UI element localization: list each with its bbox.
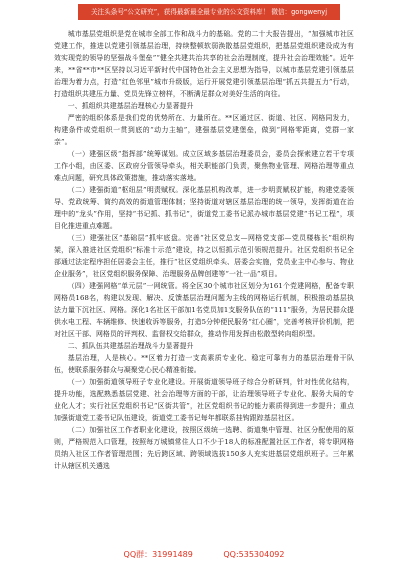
qq-group-text: QQ群：31991489 xyxy=(123,550,193,559)
contact-footer xyxy=(0,548,408,562)
body-paragraph: 严密的组织体系是我们党的优势所在、力量所在。**区通过区、街道、社区、网格同发力，构建条件或党组织一贯到底的“动力主轴”，建强基层党建堡垒，做到“网格零距离，党群一家亲”。 xyxy=(54,114,354,146)
body-paragraph: （一）建强区级“指挥部”统筹谋划。成立区域多基层治理委员会，委员会探索建立若干专项工作小组，由区委、区政府分管领导牵头，相关职能部门负责，聚焦物业管理、网格治理等重点难点问题，研究具体政策措施，推动落实落地。 xyxy=(54,150,354,182)
section-heading: 一、抓组织共建基层治理核心力显著提升 xyxy=(67,102,194,110)
document-body xyxy=(54,28,354,472)
promo-banner: 关注头条号“公文研究”，获得最新最全最专业的公文资料库！ 微信：gongwenyj xyxy=(78,4,340,20)
body-paragraph: （二）建强街道“枢纽层”明责赋权。深化基层机构改革，进一步明责赋权扩能，构建党委领导、党政统筹、简约高效的街道管理体制；坚持街道对辖区基层治理的统一领导，发挥街道在治理中的“龙头”作用，坚持“书记抓、抓书记”，街道党工委书记派办城市基层党建“书记工程”，项目化推进重点难题。 xyxy=(54,186,354,230)
body-paragraph: （四）建强网格“单元层”一网统管。将全区30个城市社区划分为161个党建网格，配备专职网格员168名，构建以发现、解决、反馈基层治理问题为主线的网格运行机制，积极推动基层执法力量下沉社区、网格。深化1名社区干部加1名党员加1支服务队伍的“111”服务，为居民群众提供水电工程、车辆维修、快速收诉等服务，打造5分钟便民服务“红心圈”，完善考核评价机制，把对社区干部、网格员的评判权、监督权交给群众，推动作用发挥由松散型转向组织型。 xyxy=(54,282,354,338)
body-paragraph: （三）建强社区“基础层”抓牢底盘。完善“社区党总支—网格党支部—党员楼栋长”组织构架，深入推进社区党组织“标准十示范”建设，持之以恒抓示范引领规范提升。社区党组织书记全部通过法定程序担任居委会主任，推行“社区党组织牵头、居委会实施，党员业主中心参与、物业企业服务”，社区党组织服务保障、治理服务品牌创建等“一社一品”项目。 xyxy=(54,234,354,278)
qq-number-text: QQ:535304092 xyxy=(223,550,285,559)
body-paragraph: （一）加强街道领导班子专业化建设。开展街道领导班子综合分析研判，针对性优化结构，提升功能，选配熟悉基层党建、社会治理等方面的干部，让治理领导班子专业化、服务大局的专业化人才；实行社区党组织书记“区街共管”，社区党组织书记的能力素质得到进一步提升；重点加强街道党工委书记队伍建设，街道党工委书记每年都联系挂钩跟踪基层社区。 xyxy=(54,378,354,422)
section-heading: 二、抓队伍共建基层治理战斗力显著提升 xyxy=(67,342,194,350)
body-paragraph: 城市基层党组织是党在城市全部工作和战斗力的基础。党的二十大报告提出，“加强城市社区党建工作，推进以党建引领基层治理，持续整顿软弱涣散基层党组织，把基层党组织建设成为有效实现党的领导的坚强战斗堡垒”“健全共建共治共享的社会治理制度，提升社会治理效能”。近年来，**省**市**区坚持以习近平新时代中国特色社会主义思想为指导，以城市基层党建引领基层治理为着力点，打造“红色邻里”城市升级版，运行开展党建引领基层治理“抓五共提五力”行动，打造组织共建压力量、党员先锋立榜样，不断满足群众对美好生活的向往。 xyxy=(54,30,354,98)
body-paragraph: （二）加强社区工作者职业化建设，按照区级统一选聘、街道集中管理、社区分配使用的原则，严格规范入口管理，按照每万城镇常住人口不少于18人的标准配置社区工作者，将专职网格员纳入社区工作者管理范围；先后跨区域、跨领域选拔150多人充实进基层党组织班子。三年累计从辖区机关遴选 xyxy=(54,426,354,470)
body-paragraph: 基层治理，人是核心。**区着力打造一支高素质专业化、稳定可靠有力的基层治理骨干队伍，使联系服务群众与凝聚党心民心精准衔接。 xyxy=(54,354,354,374)
